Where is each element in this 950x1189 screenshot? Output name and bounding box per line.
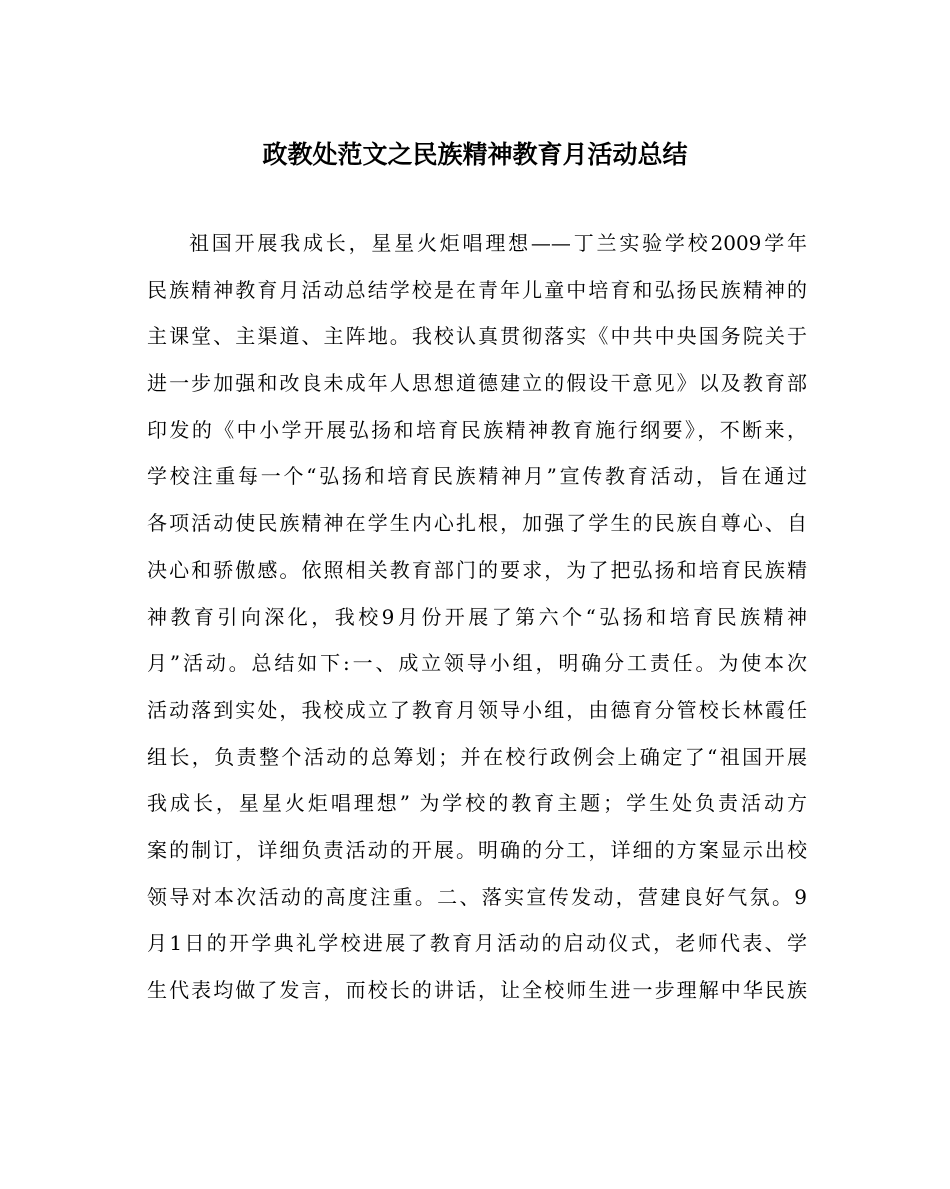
body-line: 案的制订，详细负责活动的开展。明确的分工，详细的方案显示出校 bbox=[147, 837, 807, 862]
body-line: 组长，负责整个活动的总筹划；并在校行政例会上确定了“祖国开展 bbox=[147, 744, 807, 769]
body-line: 领导对本次活动的高度注重。二、落实宣传发动，营建良好气氛。9 bbox=[147, 884, 807, 909]
body-line: 活动落到实处，我校成立了教育月领导小组，由德育分管校长林霞任 bbox=[147, 697, 807, 722]
body-line: 祖国开展我成长，星星火炬唱理想——丁兰实验学校2009学年 bbox=[189, 231, 807, 255]
body-line: 月”活动。总结如下:一、成立领导小组，明确分工责任。为使本次 bbox=[147, 651, 807, 676]
body-line: 民族精神教育月活动总结学校是在青年儿童中培育和弘扬民族精神的 bbox=[147, 277, 807, 302]
body-line: 生代表均做了发言，而校长的讲话，让全校师生进一步理解中华民族 bbox=[147, 978, 807, 1002]
document-body bbox=[147, 220, 807, 1014]
body-line: 印发的《中小学开展弘扬和培育民族精神教育施行纲要》，不断来， bbox=[147, 417, 807, 442]
document-title: 政教处范文之民族精神教育月活动总结 bbox=[262, 140, 688, 169]
body-line: 主课堂、主渠道、主阵地。我校认真贯彻落实《中共中央国务院关于 bbox=[147, 324, 807, 349]
body-line: 进一步加强和改良未成年人思想道德建立的假设干意见》以及教育部 bbox=[147, 371, 807, 396]
body-line: 决心和骄傲感。依照相关教育部门的要求，为了把弘扬和培育民族精 bbox=[147, 557, 807, 582]
body-line: 我成长，星星火炬唱理想” 为学校的教育主题；学生处负责活动方 bbox=[147, 791, 807, 816]
body-line: 神教育引向深化，我校9月份开展了第六个“弘扬和培育民族精神 bbox=[147, 604, 807, 629]
body-line: 学校注重每一个“弘扬和培育民族精神月”宣传教育活动，旨在通过 bbox=[147, 464, 807, 489]
body-line: 各项活动使民族精神在学生内心扎根，加强了学生的民族自尊心、自 bbox=[147, 511, 807, 536]
body-line: 月1日的开学典礼学校进展了教育月活动的启动仪式，老师代表、学 bbox=[147, 931, 807, 956]
